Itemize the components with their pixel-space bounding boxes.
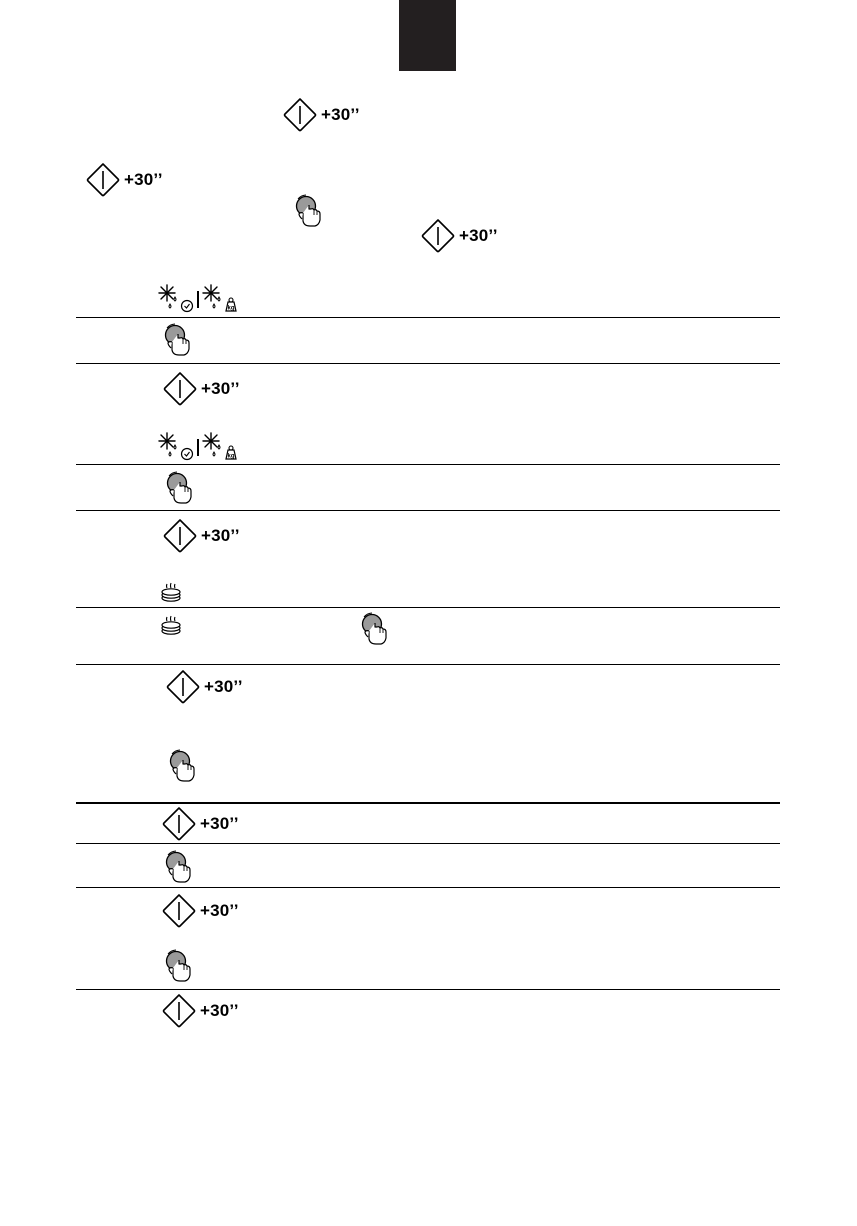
- rotary-knob-icon: [164, 470, 196, 506]
- rotary-knob-icon: [167, 748, 199, 784]
- start-diamond-icon: [161, 806, 197, 842]
- start-diamond-icon: [162, 518, 198, 554]
- start-diamond-icon: [162, 371, 198, 407]
- plus30-label: +30’’: [204, 677, 243, 696]
- plus30-label: +30’’: [200, 901, 239, 920]
- quick-defrost-plates-icon: [160, 614, 182, 636]
- plus30-label: +30’’: [200, 1001, 239, 1020]
- separator: [197, 439, 199, 456]
- start-button-step: [161, 993, 239, 1029]
- row-divider: [76, 802, 780, 804]
- start-button-step: [162, 371, 240, 407]
- plus30-label: +30’’: [201, 379, 240, 398]
- start-diamond-icon: [161, 893, 197, 929]
- start-diamond-icon: [165, 669, 201, 705]
- start-button-step: [165, 669, 243, 705]
- rotary-knob-icon: [162, 322, 194, 358]
- plus30-label: +30’’: [124, 170, 163, 189]
- plus30-label: +30’’: [459, 226, 498, 245]
- svg-text:kg: kg: [226, 305, 235, 312]
- start-diamond-icon: [282, 97, 318, 133]
- start-button-step: [161, 893, 239, 929]
- row-divider: [76, 363, 780, 364]
- row-divider: [76, 510, 780, 511]
- defrost-modes: [158, 432, 240, 462]
- rotary-knob-icon: [293, 193, 325, 229]
- row-divider: [76, 664, 780, 665]
- defrost-modes: [158, 284, 240, 314]
- defrost-weight-icon: [202, 432, 240, 462]
- defrost-weight-icon: [202, 284, 240, 314]
- row-divider: [76, 989, 780, 990]
- quick-defrost-plates-icon: [160, 581, 182, 603]
- separator: [197, 291, 199, 308]
- start-button-step: [162, 518, 240, 554]
- defrost-time-icon: [158, 284, 196, 314]
- row-divider: [76, 887, 780, 888]
- plus30-label: +30’’: [201, 526, 240, 545]
- plus30-label: +30’’: [321, 105, 360, 124]
- start-button-inline: [420, 218, 498, 254]
- rotary-knob-icon: [163, 849, 195, 885]
- start-button-inline: [282, 97, 360, 133]
- plus30-label: +30’’: [200, 814, 239, 833]
- start-diamond-icon: [85, 162, 121, 198]
- row-divider: [76, 464, 780, 465]
- row-divider: [76, 317, 780, 318]
- row-divider: [76, 843, 780, 844]
- start-diamond-icon: [161, 993, 197, 1029]
- rotary-knob-icon: [359, 611, 391, 647]
- svg-text:kg: kg: [226, 453, 235, 460]
- start-button-inline: [85, 162, 163, 198]
- rotary-knob-icon: [163, 948, 195, 984]
- start-button-step: [161, 806, 239, 842]
- defrost-time-icon: [158, 432, 196, 462]
- language-tab: [399, 0, 456, 71]
- start-diamond-icon: [420, 218, 456, 254]
- row-divider: [76, 607, 780, 608]
